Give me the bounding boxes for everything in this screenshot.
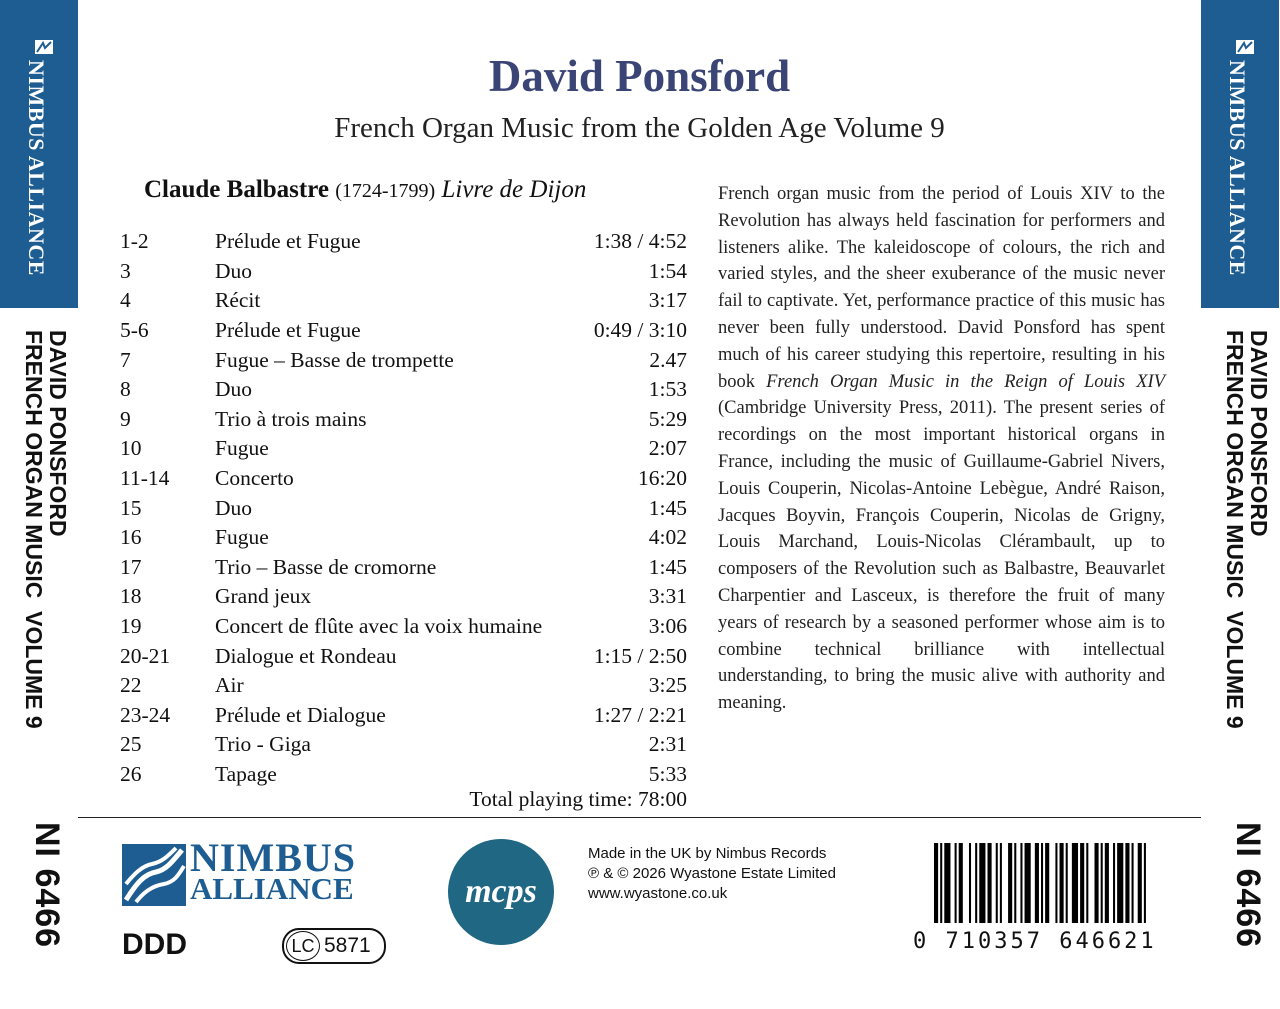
track-title: Fugue: [215, 525, 269, 550]
track-title: Grand jeux: [215, 584, 312, 609]
barcode-bar: [1000, 843, 1002, 923]
track-row: [120, 286, 687, 316]
mcps-logo: mcps: [448, 839, 554, 945]
notes-text-1: French organ music from the period of Louis XIV to the Revolution has always held fascination for performers and listeners alike. The kaleidoscope of colours, the rich and varied styles, and the sheer exuberance of the music never fail to captivate. Yet, performance practice of this music has never been fully understood. David Ponsford has spent much of his career studying this repertoire, resulting in his book: [718, 184, 1165, 392]
barcode-bar: [1144, 843, 1146, 923]
track-num: 22: [120, 673, 142, 698]
barcode-bar: [1025, 843, 1031, 923]
track-row: [120, 227, 687, 257]
track-title: Prélude et Dialogue: [215, 702, 386, 727]
track-time: 16:20: [638, 466, 687, 491]
track-time: 3:17: [648, 288, 687, 313]
track-time: 1:54: [648, 258, 687, 283]
track-row: [120, 405, 687, 435]
spine-title-left: [0, 330, 78, 750]
track-time: 3:06: [648, 614, 687, 639]
track-num: 7: [120, 347, 131, 372]
spine-artist: DAVID PONSFORD: [1246, 330, 1272, 537]
track-time: 1:15 / 2:50: [593, 643, 687, 668]
track-row: [120, 760, 687, 790]
barcode-bar: [959, 843, 963, 923]
barcode-bar: [1072, 843, 1078, 923]
barcode-bar: [940, 843, 942, 923]
spine-brand-band-right: [1201, 0, 1279, 308]
spine-catalog-right: [1201, 822, 1279, 952]
artist-title: David Ponsford: [488, 51, 791, 101]
track-num: 3: [120, 258, 131, 283]
track-title: Trio à trois mains: [215, 406, 367, 431]
track-num: 19: [120, 614, 142, 639]
track-num: 9: [120, 406, 131, 431]
barcode-bar: [1008, 843, 1012, 923]
logo-line-2: ALLIANCE: [190, 871, 354, 906]
composer-dates: (1724-1799): [335, 180, 436, 202]
nimbus-alliance-logo: [122, 835, 388, 906]
barcode-bar: [996, 843, 998, 923]
track-time: 0:49 / 3:10: [593, 318, 687, 343]
barcode-bar: [934, 843, 938, 923]
track-row: [120, 553, 687, 583]
track-num: 10: [120, 436, 142, 461]
track-title: Dialogue et Rondeau: [215, 643, 397, 668]
made-line-3: www.wyastone.co.uk: [588, 885, 728, 902]
track-title: Trio - Giga: [215, 732, 311, 757]
barcode-bar: [979, 843, 985, 923]
barcode-bar: [1080, 843, 1084, 923]
spine-work: FRENCH ORGAN MUSIC VOLUME 9: [1222, 330, 1248, 729]
track-title: Air: [215, 673, 244, 698]
track-title: Prélude et Fugue: [215, 318, 361, 343]
barcode-bar: [1041, 843, 1043, 923]
barcode-bar: [1045, 843, 1049, 923]
track-num: 17: [120, 554, 142, 579]
track-num: 8: [120, 377, 131, 402]
catalog-number: NI 6466: [1229, 822, 1267, 949]
nimbus-logo-icon: [1236, 40, 1254, 54]
track-num: 20-21: [120, 643, 171, 668]
track-time: 3:25: [648, 673, 687, 698]
nimbus-wave-icon: [122, 844, 186, 906]
spine-brand-right: [1201, 40, 1279, 290]
spine-work: FRENCH ORGAN MUSIC VOLUME 9: [21, 330, 47, 729]
track-row: [120, 641, 687, 671]
nimbus-logo-icon: [35, 40, 53, 54]
barcode-bar: [1066, 843, 1068, 923]
barcode-bar: [988, 843, 992, 923]
track-num: 23-24: [120, 702, 171, 727]
barcode-bar: [1095, 843, 1099, 923]
lc-mark: LC: [286, 931, 320, 961]
track-num: 11-14: [120, 466, 170, 491]
barcode-bar: [1101, 843, 1103, 923]
track-row: [120, 316, 687, 346]
barcode-bar: [1086, 843, 1088, 923]
track-num: 26: [120, 761, 142, 786]
composer-name: Claude Balbastre: [144, 176, 329, 203]
spine-artist: DAVID PONSFORD: [45, 330, 71, 537]
album-subtitle: French Organ Music from the Golden Age Volume 9: [334, 112, 945, 144]
catalog-number: NI 6466: [28, 822, 66, 949]
track-time: 1:45: [648, 495, 687, 520]
made-line-2: ℗ & © 2026 Wyastone Estate Limited: [588, 865, 836, 882]
track-row: [120, 345, 687, 375]
spine-title-right: [1201, 330, 1279, 750]
track-row: [120, 493, 687, 523]
spine-brand-left: [0, 40, 78, 290]
barcode-bar: [1035, 843, 1039, 923]
composer-line: [144, 176, 586, 204]
barcode-bar: [969, 843, 971, 923]
track-row: [120, 671, 687, 701]
track-title: Duo: [215, 495, 253, 520]
notes-text-2: (Cambridge University Press, 2011). The present series of recordings on the most important historical organs in France, including the music of Guillaume-Gabriel Nivers, Louis Couperin, Nicolas-Antoine Lebègue, André Raison, Jacques Boyvin, François Couperin, Nicolas de Grigny, Louis Marchand, Louis-Nicolas Clérambault, up to composers of the Revolution such as Balbastre, Beauvarlet Charpentier and Lasceux, is therefore the fruit of many years of research by a seasoned performer whose aim is to combine technical brilliance with intellectual understanding, to bring the music alive with authority and meaning.: [718, 398, 1165, 714]
track-num: 4: [120, 288, 131, 313]
spine-brand-band-left: [0, 0, 78, 308]
barcode-bar: [1060, 843, 1064, 923]
spine-brand-text: NIMBUS ALLIANCE: [24, 60, 49, 276]
spine-catalog-left: [0, 822, 78, 952]
track-title: Tapage: [215, 761, 277, 786]
track-num: 16: [120, 525, 142, 550]
barcode-bar: [1125, 843, 1129, 923]
track-title: Prélude et Fugue: [215, 229, 361, 254]
barcode-bar: [1138, 843, 1142, 923]
barcode-bar: [1113, 843, 1115, 923]
track-row: [120, 375, 687, 405]
composer-work: Livre de Dijon: [441, 176, 587, 203]
track-num: 18: [120, 584, 142, 609]
total-playing-time: Total playing time: 78:00: [469, 787, 687, 811]
logo-line-1: NIMBUS: [190, 835, 357, 880]
notes-book-title: French Organ Music in the Reign of Louis XIV: [766, 371, 1166, 392]
track-time: 5:33: [648, 761, 687, 786]
track-time: 2:31: [648, 732, 687, 757]
track-list: [120, 227, 687, 789]
footer-divider: [78, 817, 1201, 818]
lc-number: 5871: [324, 934, 371, 957]
barcode-bar: [975, 843, 977, 923]
manufacture-info: [588, 844, 836, 904]
ddd-label: DDD: [122, 928, 187, 961]
track-row: [120, 523, 687, 553]
track-row: [120, 701, 687, 731]
barcode-digits: 0 710357 646621: [913, 929, 1157, 954]
track-row: [120, 582, 687, 612]
spine-brand-text: NIMBUS ALLIANCE: [1225, 60, 1250, 276]
track-num: 5-6: [120, 318, 149, 343]
barcode-bar: [944, 843, 950, 923]
liner-notes: [718, 181, 1165, 717]
track-num: 25: [120, 732, 142, 757]
track-time: 1:53: [648, 377, 687, 402]
track-title: Trio – Basse de cromorne: [215, 554, 437, 579]
track-time: 3:31: [648, 584, 687, 609]
track-row: [120, 730, 687, 760]
track-title: Duo: [215, 258, 253, 283]
barcode-bar: [1014, 843, 1016, 923]
track-time: 4:02: [648, 525, 687, 550]
barcode-bar: [1055, 843, 1057, 923]
made-line-1: Made in the UK by Nimbus Records: [588, 845, 827, 862]
track-num: 15: [120, 495, 142, 520]
track-time: 5:29: [648, 406, 687, 431]
barcode-bar: [1117, 843, 1123, 923]
track-title: Fugue: [215, 436, 269, 461]
track-row: [120, 464, 687, 494]
track-time: 1:27 / 2:21: [593, 702, 687, 727]
track-time: 2:07: [648, 436, 687, 461]
barcode: [934, 843, 1148, 935]
track-title: Fugue – Basse de trompette: [215, 347, 454, 372]
track-title: Concert de flûte avec la voix humaine: [215, 614, 543, 639]
track-title: Récit: [215, 288, 261, 313]
track-time: 2.47: [649, 347, 687, 372]
barcode-bar: [955, 843, 957, 923]
barcode-bar: [1105, 843, 1109, 923]
track-title: Concerto: [215, 466, 294, 491]
track-row: [120, 257, 687, 287]
label-code: [282, 928, 386, 964]
track-row: [120, 434, 687, 464]
track-row: [120, 612, 687, 642]
track-num: 1-2: [120, 229, 149, 254]
track-title: Duo: [215, 377, 253, 402]
barcode-bar: [1020, 843, 1022, 923]
track-time: 1:38 / 4:52: [593, 229, 687, 254]
barcode-bar: [1132, 843, 1134, 923]
track-time: 1:45: [648, 554, 687, 579]
